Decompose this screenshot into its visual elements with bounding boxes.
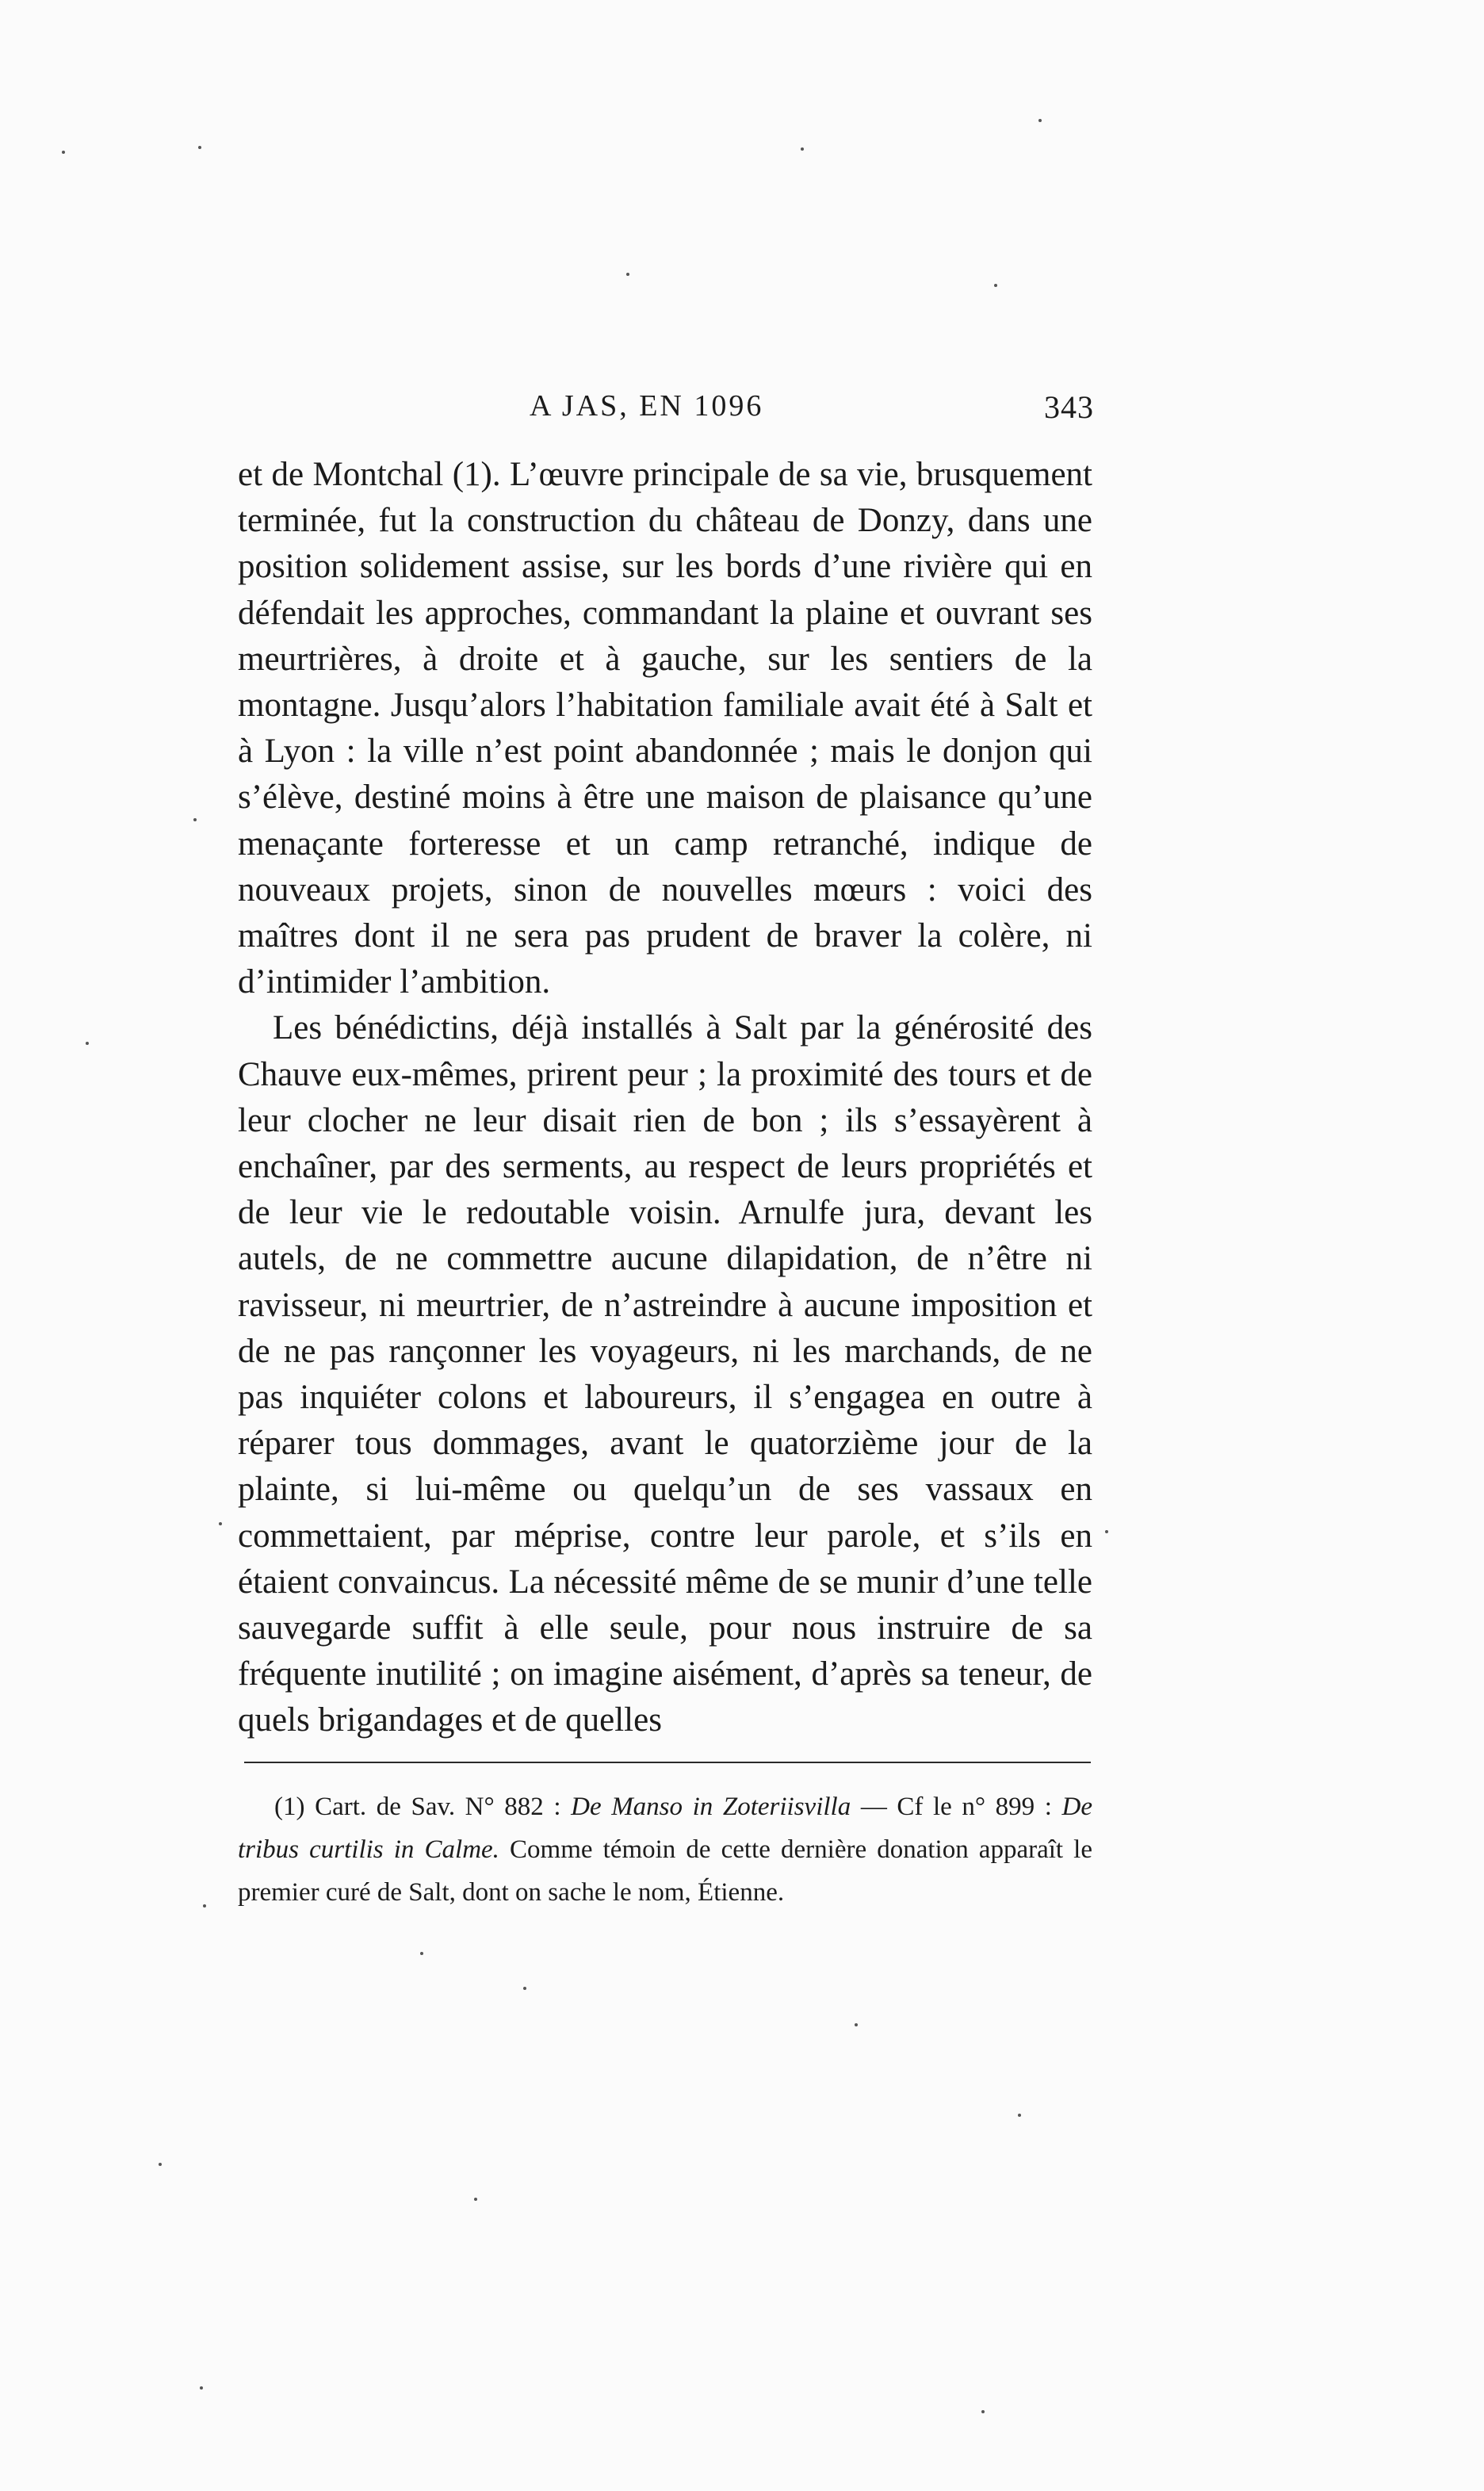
scan-speck (200, 2386, 203, 2390)
scan-speck (994, 284, 997, 287)
scan-speck (523, 1987, 526, 1990)
footnote-crossref: — Cf le n° 899 : (860, 1793, 1052, 1821)
scan-speck (981, 2410, 985, 2413)
running-head (238, 388, 1094, 436)
running-head-title: A JAS, EN 1096 (530, 389, 764, 423)
footnote (238, 1785, 1092, 1914)
footnote-source: Cart. de Sav. N° 882 : (315, 1793, 561, 1821)
footnote-marker: (1) (274, 1793, 305, 1821)
body-text (238, 452, 1092, 1744)
scan-speck (801, 147, 804, 151)
scan-speck (474, 2198, 477, 2201)
scan-speck (855, 2023, 858, 2026)
scan-speck (198, 146, 201, 149)
footnote-comment: Comme témoin de cette dernière donation apparaît le premier curé de Salt, dont on sache le nom, Étienne. (238, 1835, 1092, 1907)
footnote-separator-rule (244, 1762, 1091, 1763)
scan-speck (420, 1952, 423, 1955)
footnote-title-1: De Manso in Zoteriisvilla (571, 1793, 851, 1821)
scan-speck (1105, 1530, 1108, 1533)
body-paragraph-2: Les bénédictins, déjà installés à Salt par la générosité des Chauve eux-mêmes, prirent peur ; la proximité des tours et de leur clocher ne leur disait rien de bon ; ils s’essayèrent à enchaîner, par des serments, au respect de leurs propriétés et de leur vie le redoutable voisin. Arnulfe jura, devant les autels, de ne commettre aucune dilapidation, de n’être ni ravisseur, ni meurtrier, de n’astreindre à aucune imposition et de ne pas rançonner les voyageurs, ni les marchands, de ne pas inquiéter colons et laboureurs, il s’engagea en outre à réparer tous dommages, avant le quatorzième jour de la plainte, si lui-même ou quelqu’un de ses vassaux en commettaient, par méprise, contre leur parole, et s’ils en étaient convaincus. La nécessité même de se munir d’une telle sauvegarde suffit à elle seule, pour nous instruire de sa fréquente inutilité ; on imagine aisément, d’après sa teneur, de quels brigandages et de quelles (238, 1009, 1092, 1739)
scan-speck (62, 151, 65, 154)
page-number: 343 (1044, 389, 1094, 425)
scan-speck (219, 1522, 222, 1525)
scan-speck (86, 1042, 89, 1045)
scan-speck (1038, 119, 1042, 122)
scan-speck (626, 273, 629, 276)
footnote-paragraph (238, 1785, 1092, 1914)
scan-speck (193, 818, 197, 821)
footnote-title-2: De tribus curtilis in Calme. (238, 1793, 1093, 1864)
scan-speck (203, 1904, 206, 1907)
scan-speck (1018, 2114, 1021, 2117)
scan-speck (159, 2163, 162, 2166)
body-paragraph-1: et de Montchal (1). L’œuvre principale de sa vie, brusquement terminée, fut la construction du château de Donzy, dans une position solidement assise, sur les bords d’une rivière qui en défendait les approches, commandant la plaine et ouvrant ses meurtrières, à droite et à gauche, sur les sentiers de la montagne. Jusqu’alors l’habitation familiale avait été à Salt et à Lyon : la ville n’est point abandonnée ; mais le donjon qui s’élève, destiné moins à être une maison de plaisance qu’une menaçante forteresse et un camp retranché, indique de nouveaux projets, sinon de nouvelles mœurs : voici des maîtres dont il ne sera pas prudent de braver la colère, ni d’intimider l’ambition. (238, 456, 1092, 1001)
